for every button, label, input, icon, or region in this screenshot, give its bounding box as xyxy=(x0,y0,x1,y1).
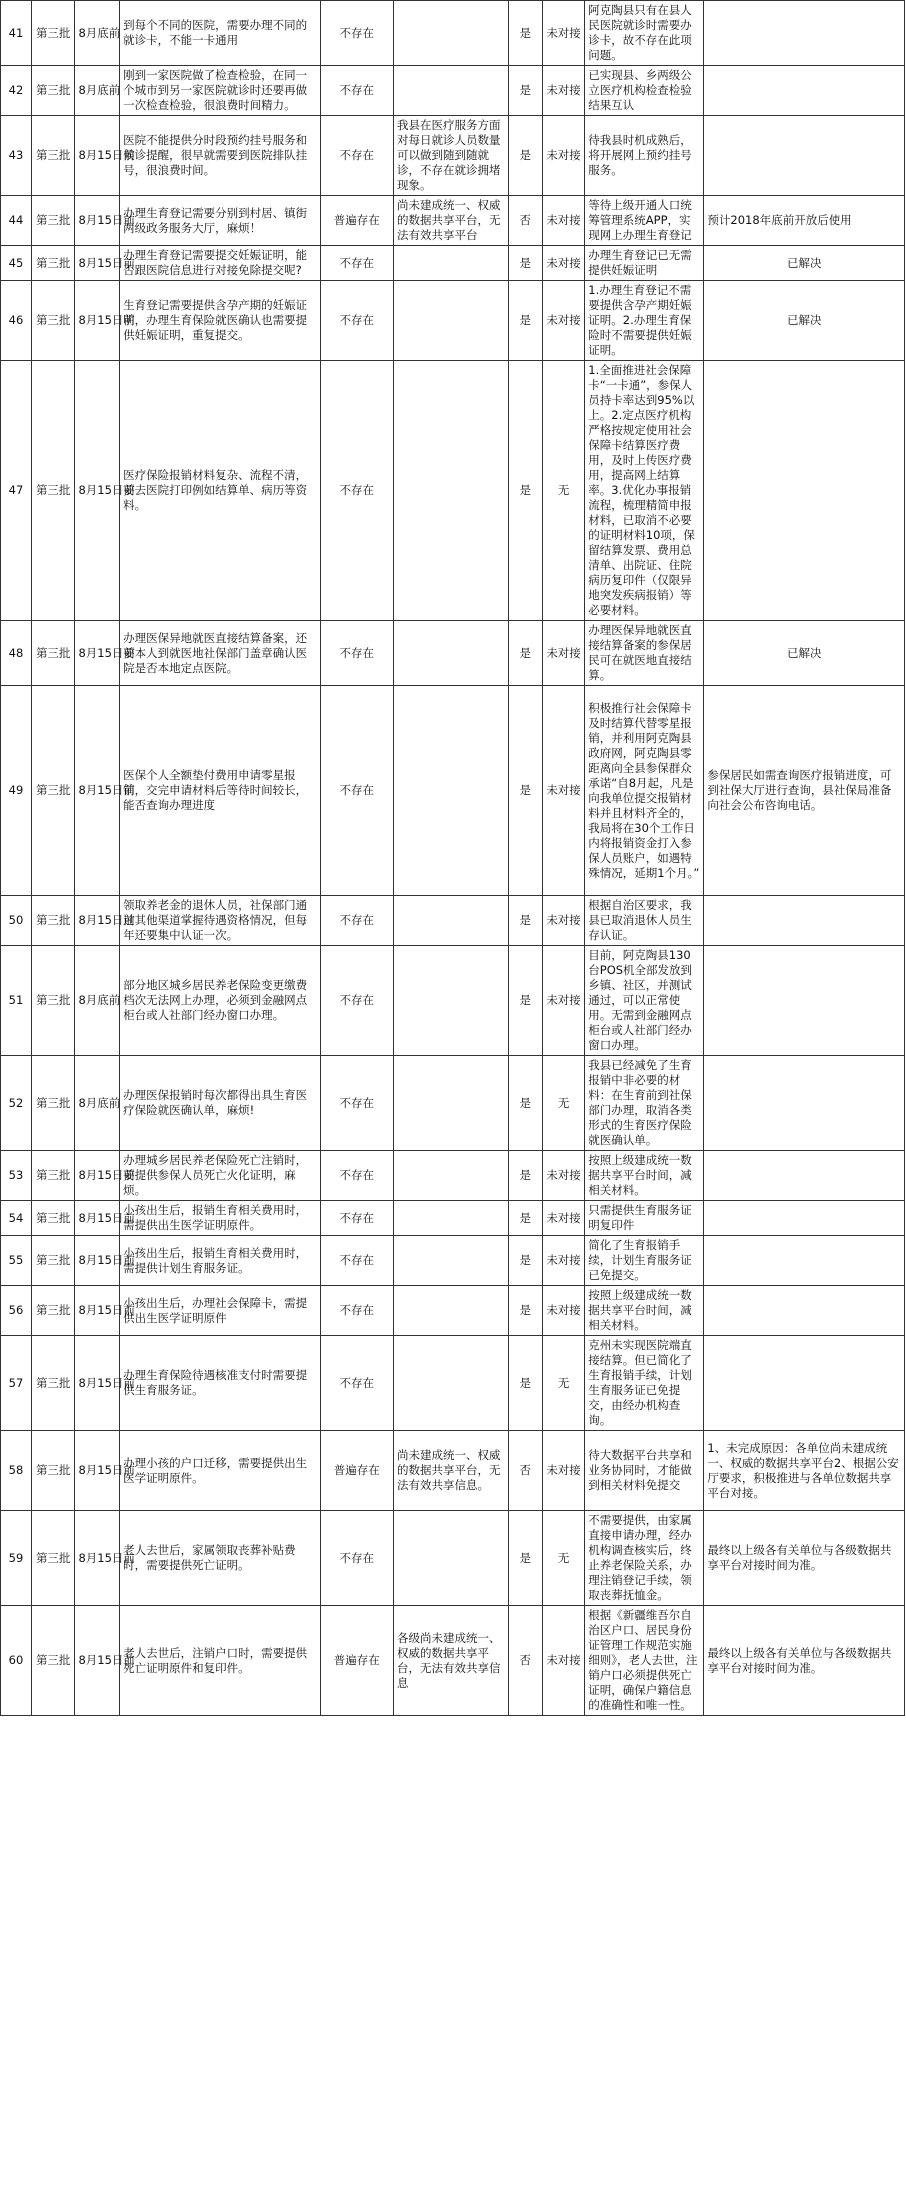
resolved-cell: 是 xyxy=(508,361,542,621)
measure-cell: 办理医保异地就医直接结算备案的参保居民可在就医地直接结算。 xyxy=(585,621,704,686)
reason-cell: 尚未建成统一、权威的数据共享平台，无法有效共享信息。 xyxy=(393,1431,508,1511)
deadline-cell: 8月15日前 xyxy=(75,116,120,196)
measure-cell: 待我县时机成熟后，将开展网上预约挂号服务。 xyxy=(585,116,704,196)
problem-cell: 办理生育登记需要提交妊娠证明，能否跟医院信息进行对接免除提交呢? xyxy=(120,246,321,281)
deadline-cell: 8月15日前 xyxy=(75,1236,120,1286)
problem-cell: 医疗保险报销材料复杂、流程不清，要去医院打印例如结算单、病历等资料。 xyxy=(120,361,321,621)
reason-cell xyxy=(393,246,508,281)
batch-cell: 第三批 xyxy=(31,946,75,1056)
remark-cell: 已解决 xyxy=(704,246,905,281)
reason-cell xyxy=(393,1286,508,1336)
deadline-cell: 8月15日前 xyxy=(75,621,120,686)
resolved-cell: 是 xyxy=(508,896,542,946)
reason-cell xyxy=(393,1236,508,1286)
resolved-cell: 是 xyxy=(508,246,542,281)
docking-cell: 未对接 xyxy=(542,1201,584,1236)
docking-cell: 未对接 xyxy=(542,896,584,946)
row-number: 54 xyxy=(1,1201,32,1236)
existence-cell: 不存在 xyxy=(320,621,393,686)
existence-cell: 不存在 xyxy=(320,66,393,116)
batch-cell: 第三批 xyxy=(31,1286,75,1336)
problem-cell: 生育登记需要提供含孕产期的妊娠证明，办理生育保险就医确认也需要提供妊娠证明，重复提交。 xyxy=(120,281,321,361)
remark-cell: 参保居民如需查询医疗报销进度，可到社保大厅进行查询，县社保局准备向社会公布咨询电话。 xyxy=(704,686,905,896)
table-row xyxy=(1,621,905,686)
reason-cell: 尚未建成统一、权威的数据共享平台，无法有效共享平台 xyxy=(393,196,508,246)
batch-cell: 第三批 xyxy=(31,1431,75,1511)
row-number: 43 xyxy=(1,116,32,196)
resolved-cell: 是 xyxy=(508,116,542,196)
deadline-cell: 8月15日前 xyxy=(75,896,120,946)
resolved-cell: 是 xyxy=(508,946,542,1056)
remark-cell xyxy=(704,1,905,66)
row-number: 53 xyxy=(1,1151,32,1201)
resolved-cell: 是 xyxy=(508,621,542,686)
existence-cell: 不存在 xyxy=(320,1201,393,1236)
deadline-cell: 8月15日前 xyxy=(75,361,120,621)
table-row xyxy=(1,1236,905,1286)
measure-cell: 目前，阿克陶县130台POS机全部发放到乡镇、社区，并测试通过，可以正常使用。无需到金融网点柜台或人社部门经办窗口办理。 xyxy=(585,946,704,1056)
problem-cell: 办理医保异地就医直接结算备案，还要本人到就医地社保部门盖章确认医院是否本地定点医院。 xyxy=(120,621,321,686)
remark-cell: 最终以上级各有关单位与各级数据共享平台对接时间为准。 xyxy=(704,1511,905,1606)
remark-cell: 已解决 xyxy=(704,621,905,686)
problem-cell: 医院不能提供分时段预约挂号服务和候诊提醒，很早就需要到医院排队挂号，很浪费时间。 xyxy=(120,116,321,196)
table-row xyxy=(1,361,905,621)
existence-cell: 不存在 xyxy=(320,896,393,946)
batch-cell: 第三批 xyxy=(31,1606,75,1716)
row-number: 42 xyxy=(1,66,32,116)
remark-cell: 1、未完成原因：各单位尚未建成统一、权威的数据共享平台2、根据公安厅要求，积极推进与各单位数据共享平台对接。 xyxy=(704,1431,905,1511)
docking-cell: 未对接 xyxy=(542,1431,584,1511)
table-row xyxy=(1,1056,905,1151)
batch-cell: 第三批 xyxy=(31,1236,75,1286)
reason-cell xyxy=(393,896,508,946)
existence-cell: 不存在 xyxy=(320,1,393,66)
table-row xyxy=(1,116,905,196)
table-row xyxy=(1,1336,905,1431)
remark-cell: 预计2018年底前开放后使用 xyxy=(704,196,905,246)
table-row xyxy=(1,1151,905,1201)
resolved-cell: 是 xyxy=(508,1286,542,1336)
measure-cell: 按照上级建成统一数据共享平台时间，减相关材料。 xyxy=(585,1286,704,1336)
table-row xyxy=(1,196,905,246)
remark-cell: 最终以上级各有关单位与各级数据共享平台对接时间为准。 xyxy=(704,1606,905,1716)
measure-cell: 简化了生育报销手续，计划生育服务证已免提交。 xyxy=(585,1236,704,1286)
docking-cell: 未对接 xyxy=(542,946,584,1056)
measure-cell: 根据《新疆维吾尔自治区户口、居民身份证管理工作规范实施细则》，老人去世，注销户口必须提供死亡证明，确保户籍信息的准确性和唯一性。 xyxy=(585,1606,704,1716)
problem-cell: 医保个人全额垫付费用申请零星报销，交完申请材料后等待时间较长，能否查询办理进度 xyxy=(120,686,321,896)
deadline-cell: 8月底前 xyxy=(75,1,120,66)
table-row xyxy=(1,1201,905,1236)
problem-cell: 办理医保报销时每次都得出具生育医疗保险就医确认单，麻烦! xyxy=(120,1056,321,1151)
remark-cell xyxy=(704,66,905,116)
table-row xyxy=(1,1606,905,1716)
remark-cell xyxy=(704,1286,905,1336)
deadline-cell: 8月底前 xyxy=(75,946,120,1056)
batch-cell: 第三批 xyxy=(31,621,75,686)
resolved-cell: 是 xyxy=(508,66,542,116)
docking-cell: 未对接 xyxy=(542,621,584,686)
existence-cell: 不存在 xyxy=(320,686,393,896)
batch-cell: 第三批 xyxy=(31,116,75,196)
docking-cell: 无 xyxy=(542,1336,584,1431)
docking-cell: 未对接 xyxy=(542,1606,584,1716)
deadline-cell: 8月底前 xyxy=(75,1056,120,1151)
row-number: 50 xyxy=(1,896,32,946)
row-number: 56 xyxy=(1,1286,32,1336)
measure-cell: 1.办理生育登记不需要提供含孕产期妊娠证明。2.办理生育保险时不需要提供妊娠证明。 xyxy=(585,281,704,361)
existence-cell: 不存在 xyxy=(320,1336,393,1431)
deadline-cell: 8月15日前 xyxy=(75,686,120,896)
table-row xyxy=(1,281,905,361)
batch-cell: 第三批 xyxy=(31,1056,75,1151)
table-row xyxy=(1,1511,905,1606)
batch-cell: 第三批 xyxy=(31,896,75,946)
existence-cell: 不存在 xyxy=(320,1151,393,1201)
reason-cell xyxy=(393,281,508,361)
problem-cell: 部分地区城乡居民养老保险变更缴费档次无法网上办理，必须到金融网点柜台或人社部门经办窗口办理。 xyxy=(120,946,321,1056)
row-number: 52 xyxy=(1,1056,32,1151)
row-number: 57 xyxy=(1,1336,32,1431)
batch-cell: 第三批 xyxy=(31,1511,75,1606)
existence-cell: 不存在 xyxy=(320,1286,393,1336)
resolved-cell: 是 xyxy=(508,686,542,896)
existence-cell: 不存在 xyxy=(320,361,393,621)
resolved-cell: 是 xyxy=(508,1151,542,1201)
reason-cell xyxy=(393,1056,508,1151)
deadline-cell: 8月15日前 xyxy=(75,196,120,246)
batch-cell: 第三批 xyxy=(31,196,75,246)
row-number: 41 xyxy=(1,1,32,66)
batch-cell: 第三批 xyxy=(31,281,75,361)
deadline-cell: 8月15日前 xyxy=(75,1511,120,1606)
resolved-cell: 是 xyxy=(508,281,542,361)
docking-cell: 未对接 xyxy=(542,1236,584,1286)
batch-cell: 第三批 xyxy=(31,686,75,896)
reason-cell xyxy=(393,946,508,1056)
row-number: 51 xyxy=(1,946,32,1056)
existence-cell: 不存在 xyxy=(320,116,393,196)
table-row xyxy=(1,896,905,946)
reason-cell xyxy=(393,361,508,621)
problem-cell: 办理小孩的户口迁移，需要提供出生医学证明原件。 xyxy=(120,1431,321,1511)
table-row xyxy=(1,686,905,896)
remark-cell: 已解决 xyxy=(704,281,905,361)
resolved-cell: 是 xyxy=(508,1056,542,1151)
resolved-cell: 否 xyxy=(508,196,542,246)
existence-cell: 普遍存在 xyxy=(320,1606,393,1716)
measure-cell: 等待上级开通人口统筹管理系统APP，实现网上办理生育登记 xyxy=(585,196,704,246)
existence-cell: 不存在 xyxy=(320,246,393,281)
table-row xyxy=(1,946,905,1056)
remark-cell xyxy=(704,116,905,196)
table-row xyxy=(1,1,905,66)
measure-cell: 只需提供生育服务证明复印件 xyxy=(585,1201,704,1236)
row-number: 45 xyxy=(1,246,32,281)
reason-cell xyxy=(393,1,508,66)
deadline-cell: 8月15日前 xyxy=(75,1336,120,1431)
docking-cell: 无 xyxy=(542,361,584,621)
docking-cell: 无 xyxy=(542,1056,584,1151)
reason-cell xyxy=(393,1151,508,1201)
batch-cell: 第三批 xyxy=(31,1336,75,1431)
problem-cell: 老人去世后，家属领取丧葬补贴费时，需要提供死亡证明。 xyxy=(120,1511,321,1606)
measure-cell: 不需要提供，由家属直接申请办理，经办机构调查核实后，终止养老保险关系，办理注销登记手续，领取丧葬抚恤金。 xyxy=(585,1511,704,1606)
row-number: 58 xyxy=(1,1431,32,1511)
row-number: 60 xyxy=(1,1606,32,1716)
deadline-cell: 8月底前 xyxy=(75,66,120,116)
remark-cell xyxy=(704,1201,905,1236)
batch-cell: 第三批 xyxy=(31,361,75,621)
docking-cell: 未对接 xyxy=(542,1151,584,1201)
deadline-cell: 8月15日前 xyxy=(75,1431,120,1511)
reason-cell xyxy=(393,66,508,116)
resolved-cell: 是 xyxy=(508,1336,542,1431)
row-number: 49 xyxy=(1,686,32,896)
deadline-cell: 8月15日前 xyxy=(75,1201,120,1236)
problem-cell: 办理生育保险待遇核准支付时需要提供生育服务证。 xyxy=(120,1336,321,1431)
existence-cell: 不存在 xyxy=(320,281,393,361)
measure-cell: 我县已经减免了生育报销中非必要的材料：在生育前到社保部门办理，取消各类形式的生育医疗保险就医确认单。 xyxy=(585,1056,704,1151)
deadline-cell: 8月15日前 xyxy=(75,281,120,361)
docking-cell: 未对接 xyxy=(542,66,584,116)
row-number: 46 xyxy=(1,281,32,361)
remark-cell xyxy=(704,1336,905,1431)
table-row xyxy=(1,66,905,116)
remark-cell xyxy=(704,361,905,621)
docking-cell: 无 xyxy=(542,1511,584,1606)
measure-cell: 阿克陶县只有在县人民医院就诊时需要办诊卡，故不存在此项问题。 xyxy=(585,1,704,66)
problem-cell: 小孩出生后，办理社会保障卡，需提供出生医学证明原件 xyxy=(120,1286,321,1336)
measure-cell: 按照上级建成统一数据共享平台时间，减相关材料。 xyxy=(585,1151,704,1201)
measure-cell: 已实现县、乡两级公立医疗机构检查检验结果互认 xyxy=(585,66,704,116)
resolved-cell: 是 xyxy=(508,1511,542,1606)
batch-cell: 第三批 xyxy=(31,1201,75,1236)
problem-cell: 到每个不同的医院，需要办理不同的就诊卡，不能一卡通用 xyxy=(120,1,321,66)
resolved-cell: 否 xyxy=(508,1431,542,1511)
problem-cell: 办理城乡居民养老保险死亡注销时，要提供参保人员死亡火化证明，麻烦。 xyxy=(120,1151,321,1201)
remark-cell xyxy=(704,1236,905,1286)
batch-cell: 第三批 xyxy=(31,1,75,66)
problem-cell: 小孩出生后，报销生育相关费用时，需提供计划生育服务证。 xyxy=(120,1236,321,1286)
reason-cell xyxy=(393,621,508,686)
table-row xyxy=(1,1286,905,1336)
docking-cell: 未对接 xyxy=(542,281,584,361)
docking-cell: 未对接 xyxy=(542,196,584,246)
table-body xyxy=(1,1,905,1716)
remark-cell xyxy=(704,1056,905,1151)
row-number: 59 xyxy=(1,1511,32,1606)
existence-cell: 不存在 xyxy=(320,946,393,1056)
existence-cell: 不存在 xyxy=(320,1056,393,1151)
row-number: 44 xyxy=(1,196,32,246)
measure-cell: 根据自治区要求，我县已取消退休人员生存认证。 xyxy=(585,896,704,946)
remark-cell xyxy=(704,946,905,1056)
table-row xyxy=(1,246,905,281)
measure-cell: 克州未实现医院端直接结算。但已简化了生育报销手续，计划生育服务证已免提交，由经办机构查询。 xyxy=(585,1336,704,1431)
row-number: 48 xyxy=(1,621,32,686)
docking-cell: 未对接 xyxy=(542,116,584,196)
measure-cell: 1.全面推进社会保障卡“一卡通”，参保人员持卡率达到95%以上。2.定点医疗机构严格按规定使用社会保障卡结算医疗费用，及时上传医疗费用，提高网上结算率。3.优化办事报销流程，梳理精简申报材料，已取消不必要的证明材料10项，保留结算发票、费用总清单、出院证、住院病历复印件（仅限异地突发疾病报销）等必要材料。 xyxy=(585,361,704,621)
batch-cell: 第三批 xyxy=(31,1151,75,1201)
reason-cell: 我县在医疗服务方面对每日就诊人员数量可以做到随到随就诊，不存在就诊拥堵现象。 xyxy=(393,116,508,196)
row-number: 55 xyxy=(1,1236,32,1286)
batch-cell: 第三批 xyxy=(31,246,75,281)
resolved-cell: 是 xyxy=(508,1,542,66)
reason-cell xyxy=(393,686,508,896)
reason-cell xyxy=(393,1511,508,1606)
problem-cell: 小孩出生后，报销生育相关费用时，需提供出生医学证明原件。 xyxy=(120,1201,321,1236)
existence-cell: 不存在 xyxy=(320,1236,393,1286)
resolved-cell: 是 xyxy=(508,1201,542,1236)
measure-cell: 积极推行社会保障卡及时结算代替零星报销，并利用阿克陶县政府网，阿克陶县零距离向全县参保群众承诺“自8月起，凡是向我单位提交报销材料并且材料齐全的，我局将在30个工作日内将报销资金打入参保人员账户，如遇特殊情况，延期1个月。” xyxy=(585,686,704,896)
docking-cell: 未对接 xyxy=(542,686,584,896)
existence-cell: 普遍存在 xyxy=(320,196,393,246)
resolved-cell: 是 xyxy=(508,1236,542,1286)
problem-cell: 领取养老金的退休人员，社保部门通过其他渠道掌握待遇资格情况，但每年还要集中认证一次。 xyxy=(120,896,321,946)
deadline-cell: 8月15日前 xyxy=(75,1286,120,1336)
problem-cell: 办理生育登记需要分别到村居、镇街两级政务服务大厅，麻烦！ xyxy=(120,196,321,246)
measure-cell: 办理生育登记已无需提供妊娠证明 xyxy=(585,246,704,281)
row-number: 47 xyxy=(1,361,32,621)
reason-cell xyxy=(393,1201,508,1236)
problem-cell: 刚到一家医院做了检查检验，在同一个城市到另一家医院就诊时还要再做一次检查检验，很浪费时间精力。 xyxy=(120,66,321,116)
deadline-cell: 8月15日前 xyxy=(75,1151,120,1201)
resolved-cell: 否 xyxy=(508,1606,542,1716)
existence-cell: 不存在 xyxy=(320,1511,393,1606)
table-row xyxy=(1,1431,905,1511)
deadline-cell: 8月15日前 xyxy=(75,246,120,281)
reason-cell: 各级尚未建成统一、权威的数据共享平台，无法有效共享信息 xyxy=(393,1606,508,1716)
problem-cell: 老人去世后，注销户口时，需要提供死亡证明原件和复印件。 xyxy=(120,1606,321,1716)
docking-cell: 未对接 xyxy=(542,1286,584,1336)
remark-cell xyxy=(704,896,905,946)
batch-cell: 第三批 xyxy=(31,66,75,116)
docking-cell: 未对接 xyxy=(542,1,584,66)
remark-cell xyxy=(704,1151,905,1201)
docking-cell: 未对接 xyxy=(542,246,584,281)
reason-cell xyxy=(393,1336,508,1431)
existence-cell: 普遍存在 xyxy=(320,1431,393,1511)
deadline-cell: 8月15日前 xyxy=(75,1606,120,1716)
measure-cell: 待大数据平台共享和业务协同时，才能做到相关材料免提交 xyxy=(585,1431,704,1511)
